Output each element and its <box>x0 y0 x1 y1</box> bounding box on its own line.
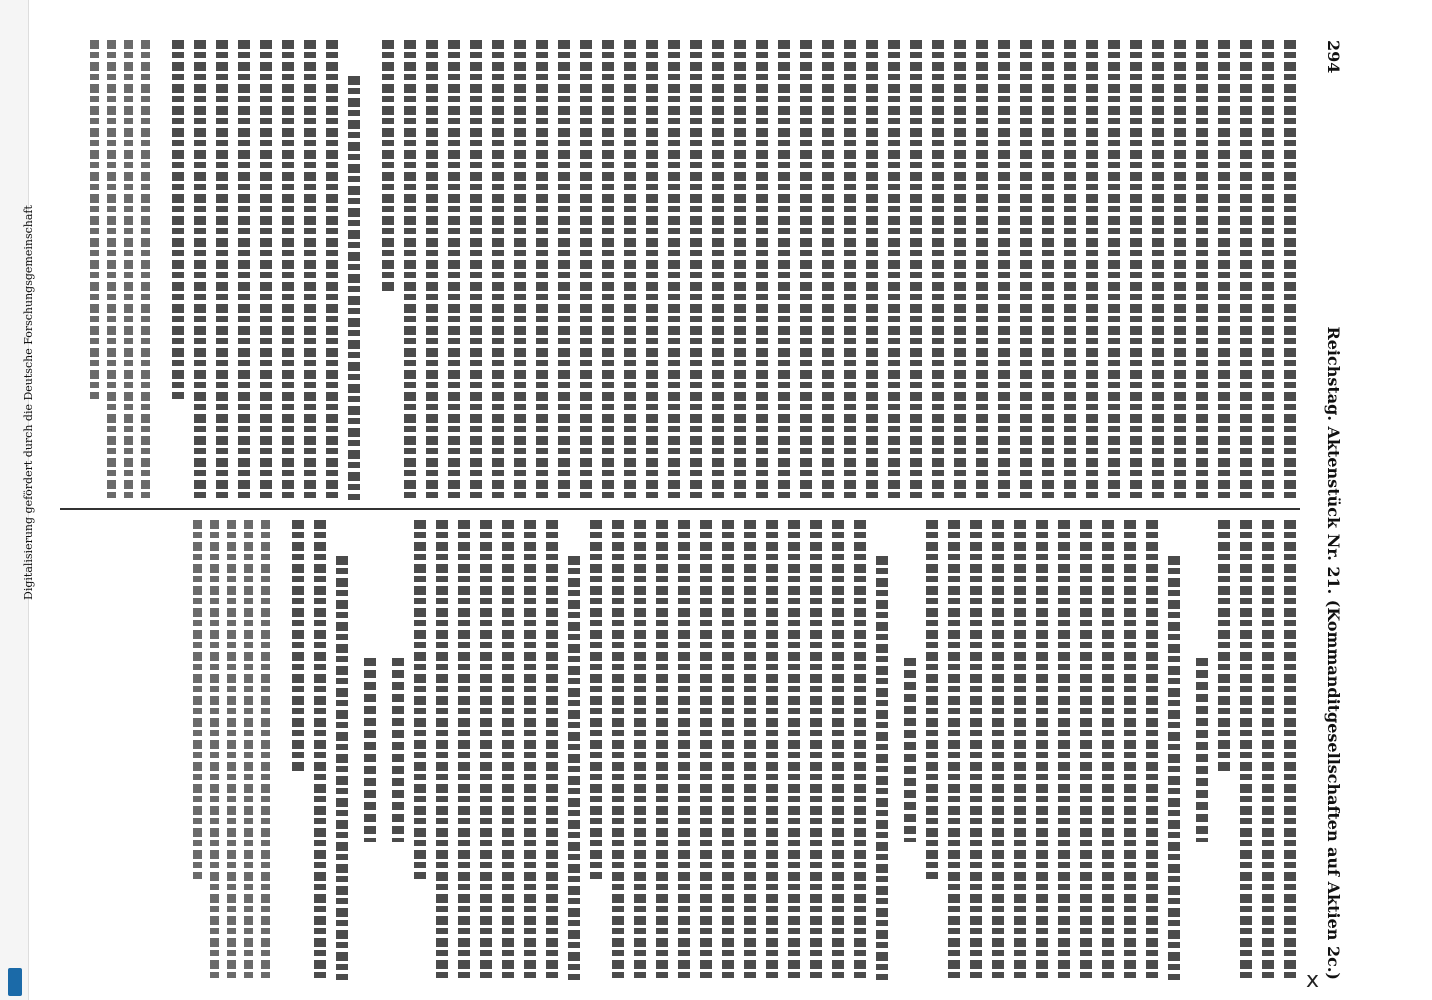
margin-mark: x <box>1306 968 1320 993</box>
funding-footer-text: Digitalisierung gefördert durch die Deutsche Forschungsgemeinschaft <box>22 205 35 600</box>
running-title: Reichstag. Aktenstück Nr. 21. (Kommanditgesellschaften auf Aktien 2c.) <box>1324 326 1344 980</box>
page-header <box>1316 40 1352 980</box>
funding-footer <box>22 200 35 600</box>
dfg-logo <box>8 968 22 996</box>
page-number: 294 <box>1324 40 1344 74</box>
column-divider <box>60 508 1300 510</box>
